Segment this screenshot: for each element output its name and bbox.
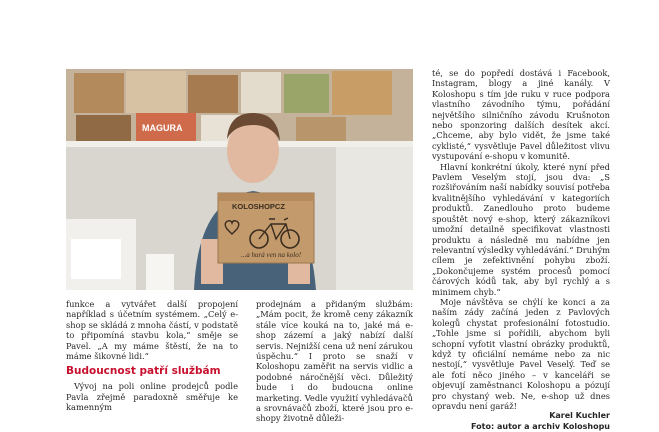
article-photo: [66, 69, 413, 290]
column2-paragraph: prodejnám a přidaným službám: „Mám pocit, že kromě ceny zákazník stále více kouká na to, jaké má e-shop zázemí a jaký nabízí další servis. Nejnižší cena už není zárukou úspěchu.“ I proto se snaží v Koloshopu zaměřit na servis vidlic a podobné náročnější věci. Důležitý bude i do budoucna online marketing. Vedle využití vyhledávačů a srovnávačů zboží, které jsou pro e-shopy životně důleži-: [256, 299, 413, 424]
column1-paragraph: funkce a vytvářet další propojení například s účetním systémem. „Celý e-shop se skládá z mnoha částí, v podstatě to připomíná stavbu kola,“ směje se Pavel. „A my máme štěstí, že na to máme šikovné lidi.“: [66, 299, 238, 362]
box-tagline: ...a hurá ven na kolo!: [241, 251, 302, 259]
shelf-label: MAGURA: [142, 123, 183, 133]
article-column-3: [432, 68, 610, 432]
column1-paragraph-2: Vývoj na poli online prodejců podle Pavla zřejmě paradoxně směřuje ke kamenným: [66, 381, 238, 413]
photo-credit: Foto: autor a archiv Koloshopu: [471, 421, 610, 431]
section-subheading: Budoucnost patří službám: [66, 365, 221, 378]
article-column-1: [66, 299, 238, 413]
column3-paragraph-3: Moje návštěva se chýlí ke konci a za naším zády začíná jeden z Pavlových kolegů chystat profesionální fotostudio. „Tohle jsme si pořídili, abychom byli schopní vyfotit vlastní obrázky produktů, když ty oficiální nemáme nebo za nic nestojí,“ vysvětluje Pavel Veselý. Teď se ale fotí něco jiného – v kanceláři se objevují zaměstnanci Koloshopu a pózují pro chystaný web. Ne, e-shop už dnes opravdu není garáž!: [432, 296, 610, 411]
column3-paragraph-1: té, se do popředí dostává i Facebook, Instagram, blogy a jiné kanály. V Koloshopu s tím jde ruku v ruce podpora vlastního závodního týmu, pořádání největšího silničního závodu Krušnoton nebo sponzoring dalších desítek akcí. „Chceme, aby bylo vidět, že jsme také cyklisté,“ vysvětluje Pavel důležitost vlivu vystupování e-shopu v komunitě.: [432, 68, 610, 162]
article-column-2: [256, 299, 413, 424]
box-brand: KOLOSHOPCZ: [232, 202, 285, 211]
photo-illustration: [66, 69, 413, 290]
author-name: Karel Kuchler: [549, 411, 610, 421]
column3-paragraph-2: Hlavní konkrétní úkoly, které nyní před Pavlem Veselým stojí, jsou dva: „S rozšiřováním naší nabídky souvisí potřeba kvalitnějšího vyhledávání v kategoriích produktů. Zanedlouho proto budeme spouštět nový e-shop, který zákazníkovi umožní detailně specifikovat vlastnosti produktu a následně mu nabídne jen relevantní výsledky vyhledávání.“ Druhým cílem je zefektivnění pohybu zboží. „Dokončujeme systém procesů pomocí čárových kódů tak, aby byl rychlý a s minimem chyb.“: [432, 161, 610, 297]
